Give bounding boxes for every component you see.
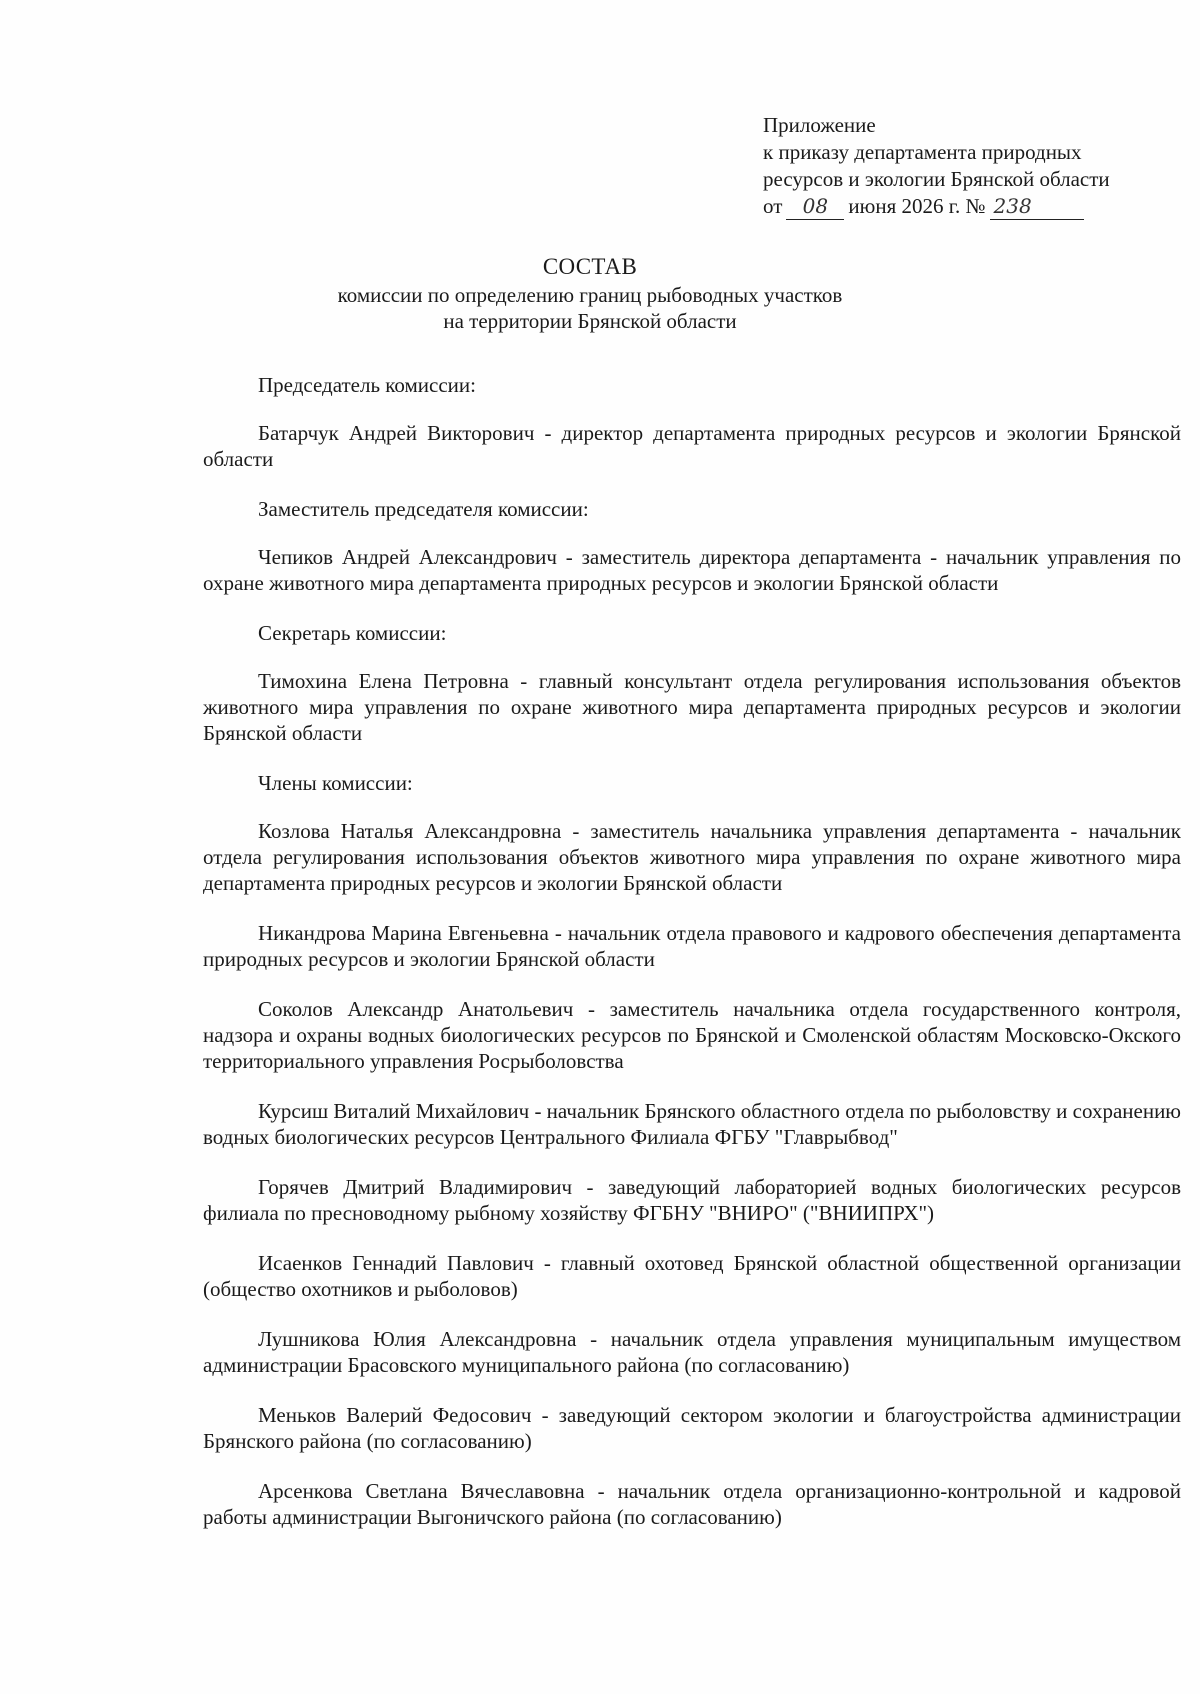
member-entry: Исаенков Геннадий Павлович - главный охотовед Брянской областной общественной организации (общество охотников и рыболовов) (203, 1251, 1181, 1301)
handwritten-order-number: 238 (990, 195, 1084, 220)
secretary-entry: Тимохина Елена Петровна - главный консультант отдела регулирования использования объектов животного мира управления по охране животного мира департамента природных ресурсов и экологии Брянской области (203, 669, 1181, 745)
appendix-date-line (763, 193, 1183, 220)
members-label: Члены комиссии: (258, 771, 413, 795)
member-entry: Курсиш Виталий Михайлович - начальник Брянского областного отдела по рыболовству и сохранению водных биологических ресурсов Центрального Филиала ФГБУ "Главрыбвод" (203, 1099, 1181, 1149)
secretary-label: Секретарь комиссии: (258, 621, 447, 645)
member-entry: Соколов Александр Анатольевич - заместитель начальника отдела государственного контроля, надзора и охраны водных биологических ресурсов по Брянской и Смоленской областям Московско-Окского территориального управления Росрыболовства (203, 997, 1181, 1073)
appendix-block (763, 112, 1183, 220)
appendix-title: Приложение (763, 113, 876, 137)
document-title: СОСТАВ (542, 254, 638, 279)
member-entry: Арсенкова Светлана Вячеславовна - начальник отдела организационно-контрольной и кадровой работы администрации Выгоничского района (по согласованию) (203, 1479, 1181, 1529)
deputy-label: Заместитель председателя комиссии: (258, 497, 589, 521)
document-heading (200, 254, 980, 334)
member-entry: Козлова Наталья Александровна - заместитель начальника управления департамента - начальник отдела регулирования использования объектов животного мира управления по охране животного мира департамента природных ресурсов и экологии Брянской области (203, 819, 1181, 895)
deputy-entry: Чепиков Андрей Александрович - заместитель директора департамента - начальник управления по охране животного мира департамента природных ресурсов и экологии Брянской области (203, 545, 1181, 595)
member-entry: Меньков Валерий Федосович - заведующий сектором экологии и благоустройства администрации Брянского района (по согласованию) (203, 1403, 1181, 1453)
appendix-department: ресурсов и экологии Брянской области (763, 167, 1110, 191)
handwritten-day: 08 (786, 195, 844, 220)
appendix-order-ref: к приказу департамента природных (763, 140, 1082, 164)
member-entry: Горячев Дмитрий Владимирович - заведующий лабораторией водных биологических ресурсов филиала по пресноводному рыбному хозяйству ФГБНУ "ВНИРО" ("ВНИИПРХ") (203, 1175, 1181, 1225)
chairman-entry: Батарчук Андрей Викторович - директор департамента природных ресурсов и экологии Брянской области (203, 421, 1181, 471)
date-month-year: июня 2026 г. № (848, 194, 986, 218)
commission-list (203, 372, 1181, 1554)
date-prefix: от (763, 194, 783, 218)
document-subtitle-line2: на территории Брянской области (443, 309, 737, 333)
member-entry: Никандрова Марина Евгеньевна - начальник отдела правового и кадрового обеспечения департамента природных ресурсов и экологии Брянской области (203, 921, 1181, 971)
document-subtitle-line1: комиссии по определению границ рыбоводных участков (337, 283, 843, 307)
chairman-label: Председатель комиссии: (258, 373, 476, 397)
member-entry: Лушникова Юлия Александровна - начальник отдела управления муниципальным имуществом администрации Брасовского муниципального района (по согласованию) (203, 1327, 1181, 1377)
